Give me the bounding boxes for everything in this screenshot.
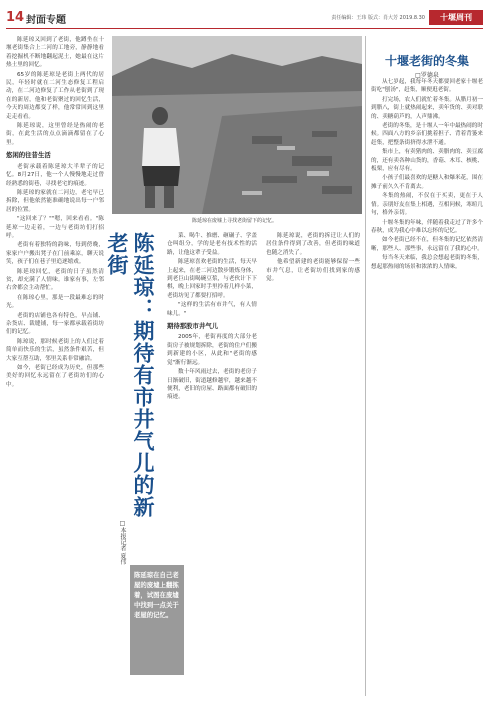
paragraph: "这样的生活有市井气，有人情味儿。" (167, 302, 257, 317)
paragraph: 如今老街已经不在，但冬集的记忆依然清晰，那些人、那些事，永远留在了我的心中。 (371, 237, 483, 252)
sidebar-article-author: □罗德泉 (415, 72, 439, 79)
photo-caption: 陈延琼在废墟上寻找老街留下的记忆。 (192, 218, 278, 224)
paragraph: 从七岁起，我每年冬天都要回老家十堰老街吃"刨汤"，赶集，顺便逛老街。 (371, 79, 483, 94)
paragraph: 在陈琼心里，那是一段最难忘的时光。 (6, 294, 104, 310)
page-header (6, 10, 483, 26)
paragraph: 如今，老街已经成为历史，但那些美好的回忆永远留在了老街坊们的心中。 (6, 365, 104, 388)
right-column (371, 78, 483, 694)
header-rule (6, 28, 483, 29)
paragraph: 十堰冬集的年味，伴随着我走过了许多个春秋，成为我心中难以忘怀的记忆。 (371, 219, 483, 234)
column-divider (365, 36, 366, 696)
paragraph: 老街承载着陈延琼大半辈子的记忆。8月27日，他一个人慢慢地走过曾经熟悉的街巷，寻找老宅的痕迹。 (6, 163, 104, 187)
news-photo (112, 36, 362, 214)
pull-quote: 陈延琼在自己老屋的废墟上翻拣着，试图在废墟中找到一点关于老屋的记忆。 (130, 565, 184, 675)
editors-credit: 责任编辑：王玮 版式：肖大芳 2019.8.30 (331, 15, 425, 21)
paragraph: 冬集的热闹，不仅在于买卖，更在于人情。亲朋好友在集上相遇，互相问候，寒暄几句，格外亲切。 (371, 193, 483, 217)
paragraph: 2005年，老街再度的大部分老街房子被规划拆除，老街的住户们搬到新建的小区，从此和"老街的感觉"渐行渐远。 (167, 334, 257, 366)
middle-column-2 (266, 232, 360, 694)
paragraph: 老街的冬集，是十堰人一年中最热闹的时候。四面八方的乡亲们挑着担子、背着背篓来赶集，把整条街挤得水泄不通。 (371, 123, 483, 146)
paragraph: 他希望新建的老街能够保留一些市井气息，让老街坊们找到家的感觉。 (266, 259, 360, 283)
byline: □本报记者 夏伟 (119, 520, 126, 565)
section-subhead: 悠闲的往昔生活 (6, 151, 51, 160)
paragraph: 65岁的陈延琼是老街上两代的居民，年轻时就在二河生态修复工程启动，在二河边修复了工作从老街到了现在的新居，他和老街聚过的回忆生活，今天的周边都变了样，他常常回到这里走走看看。 (6, 71, 104, 120)
paragraph: 陈琼说，那时候老街上的人们过着简单而快乐的生活，虽然条件艰苦，但大家互帮互助，邻里关系非常融洽。 (6, 338, 104, 362)
masthead-logo: 十堰周刊 (429, 10, 483, 25)
paragraph: 每当冬天来临，我总会想起老街的冬集，想起那热闹的场景和浓浓的人情味。 (371, 255, 483, 270)
middle-column (167, 232, 257, 694)
paragraph: 打完场，农人们就忙着冬集。从腊月初一到腊八，街上就热闹起来，卖年货的、卖对联的、卖糖葫芦的，人声鼎沸。 (371, 96, 483, 120)
paragraph: 陈延琼回忆，老街的日子虽然清贫，却充满了人情味。谁家有事，左邻右舍都会主动帮忙。 (6, 268, 104, 292)
paragraph: 数十年风雨过去，老街的老房子日渐破旧，街道越修越窄，越来越不便利，老旧的房屋、路面都有破旧的痕迹。 (167, 369, 257, 401)
paragraph: 老街的店铺也各有特色，早点铺、杂货店、裁缝铺，每一家都承载着街坊们的记忆。 (6, 312, 104, 336)
paragraph: 陈延琼说，老街的拆迁让人们的居住条件得到了改善，但老街的味道也随之消失了。 (266, 233, 360, 256)
headline: 陈延琼：期待有市井气儿的新老街 (105, 232, 156, 518)
paragraph: 陈延琼的家就在二河边，老宅早已拆除，但他依然能准确地说出每一户邻居的位置。 (6, 189, 104, 213)
paragraph: 陈延琼喜欢老街的生活，每天早上起来，在老二河边散步锻炼身体，到老巨山街喝碗豆浆，与老伙计下下棋，晚上回家时手里拎着几样小菜，老街坊见了都要打招呼。 (167, 259, 257, 299)
paragraph: 菜、喝牛、推磨、砸碾子、学盖仓叫组分，学的是老有技术性的活路，让他这辈子受益。 (167, 233, 257, 256)
paragraph: 小孩子们最喜欢的是糖人和爆米花，围在摊子前久久不肯离去。 (371, 175, 483, 190)
paragraph: 陈延琼说，这里曾经是热闹的老街，在此生活的点点滴滴都留在了心里。 (6, 123, 104, 146)
page-number: 14 (6, 10, 25, 25)
paragraph: 陈延琼又回到了老街，他蹲坐在十堰老街集合上二河的工地旁，静静地看着挖掘机不断地翻起泥土，她最在这片热土里的回忆。 (6, 37, 104, 69)
paragraph: "这回来了？""嗯，回来看看。"陈延琼一边走着，一边与老街坊们打招呼。 (6, 216, 104, 239)
sidebar-article-title: 十堰老街的冬集 (384, 54, 469, 68)
section-subhead: 期待那股市井气儿 (167, 322, 219, 331)
section-title: 封面专题 (26, 15, 66, 26)
photo-illustration (112, 36, 362, 214)
left-column (6, 36, 104, 696)
paragraph: 老街有着独特的韵味，每到傍晚，家家户户搬出凳子在门前乘凉，聊天说笑，孩子们在巷子里追逐嬉戏。 (6, 242, 104, 266)
paragraph: 集市上，有卖猪肉的、卖腊肉的、卖豆腐的，还有卖各种山货的，香菇、木耳、核桃、板栗，应有尽有。 (371, 149, 483, 173)
